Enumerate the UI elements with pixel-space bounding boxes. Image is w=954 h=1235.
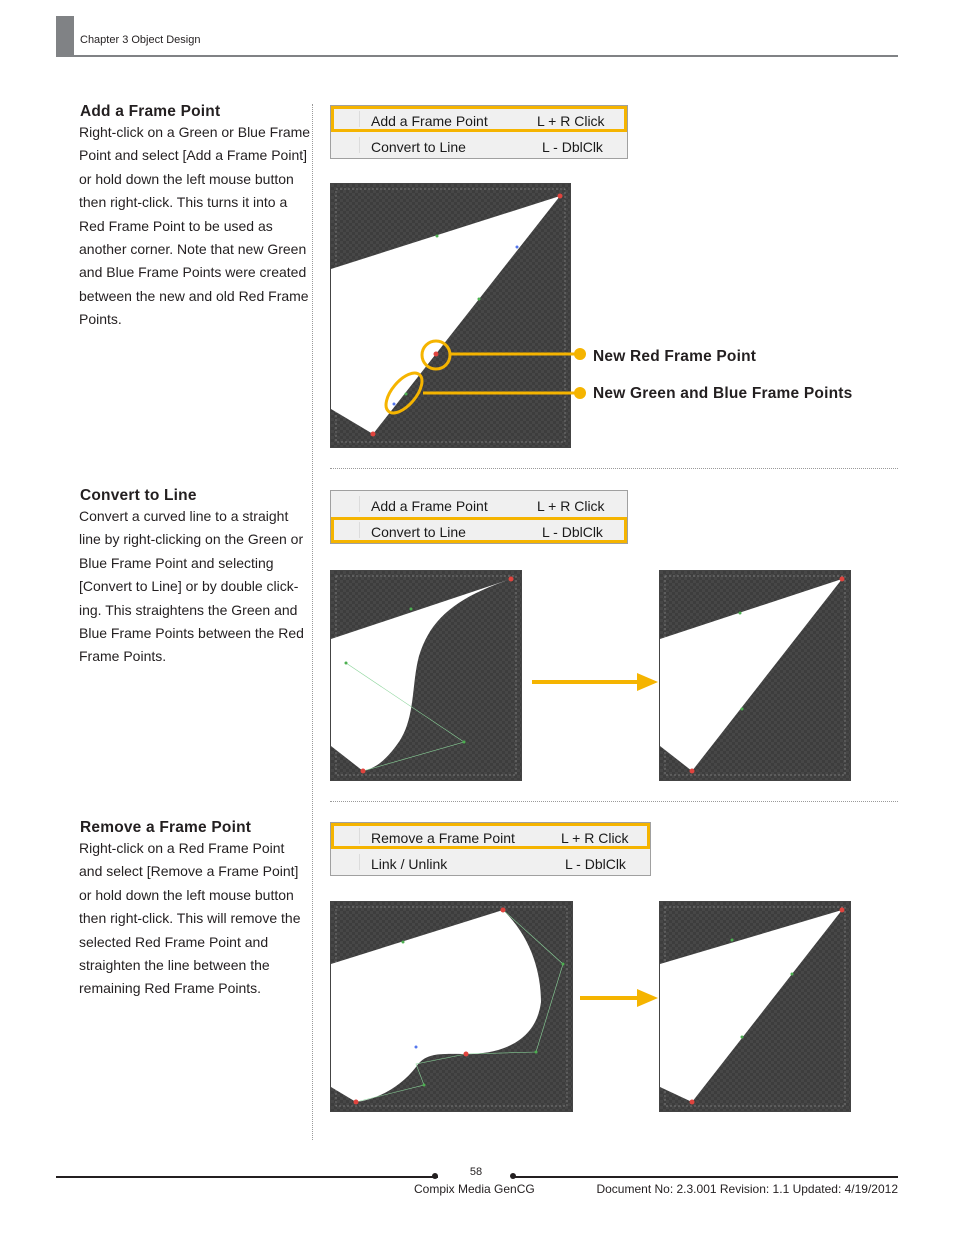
menu-item-shortcut: L + R Click — [537, 113, 605, 129]
section-divider — [330, 468, 898, 469]
context-menu — [330, 490, 628, 544]
section-heading-remove-frame-point: Remove a Frame Point — [80, 819, 252, 836]
menu-item-shortcut: L - DblClk — [542, 139, 603, 155]
menu-item-label: Remove a Frame Point — [371, 830, 515, 846]
menu-item-label: Convert to Line — [371, 524, 466, 540]
menu-item-label: Convert to Line — [371, 139, 466, 155]
section-heading-add-frame-point: Add a Frame Point — [80, 103, 221, 120]
callout-dot-icon — [574, 387, 586, 399]
chapter-tab — [56, 16, 74, 56]
callout-new-red-frame-point: New Red Frame Point — [593, 348, 757, 365]
screenshot-remove-after — [659, 901, 851, 1112]
menu-item-label: Link / Unlink — [371, 856, 448, 872]
screenshot-remove-before — [330, 901, 573, 1112]
arrow-right-icon — [532, 671, 660, 693]
chapter-title: Chapter 3 Object Design — [80, 34, 201, 46]
menu-item-label: Add a Frame Point — [371, 113, 488, 129]
menu-item-shortcut: L + R Click — [537, 498, 605, 514]
menu-item-convert-to-line[interactable] — [331, 132, 627, 158]
column-divider — [312, 104, 313, 1140]
section-body-remove-frame-point: Right-click on a Red Frame Point and select [Remove a Frame Point] or hold down the left mouse button then right-click. This will remove the selected Red Frame Point and straighten the line between the remaining Red Frame Points. — [79, 840, 301, 997]
section-heading-convert-to-line: Convert to Line — [80, 487, 197, 504]
footer-rule-left — [56, 1176, 438, 1178]
callout-leaders — [380, 335, 590, 420]
footer-rule-right — [514, 1176, 898, 1178]
context-menu — [330, 822, 651, 876]
menu-item-convert-to-line[interactable] — [331, 517, 627, 543]
menu-item-shortcut: L - DblClk — [542, 524, 603, 540]
menu-item-shortcut: L - DblClk — [565, 856, 626, 872]
footer-document-info: Document No: 2.3.001 Revision: 1.1 Updated: 4/19/2012 — [596, 1182, 898, 1196]
header-rule — [56, 55, 898, 57]
section-body-convert-to-line: Convert a curved line to a straight line by right-clicking on the Green or Blue Frame Point and selecting [Convert to Line] or by double click-ing. This straightens the Green and Blue Frame Points between the Red Frame Points. — [79, 508, 304, 665]
menu-item-remove-frame-point[interactable] — [331, 823, 650, 849]
footer-dot — [432, 1173, 438, 1179]
callout-new-green-blue-points: New Green and Blue Frame Points — [593, 385, 853, 402]
menu-item-shortcut: L + R Click — [561, 830, 629, 846]
page-number: 58 — [469, 1166, 483, 1178]
callout-dot-icon — [574, 348, 586, 360]
section-body-add-frame-point: Right-click on a Green or Blue Frame Point and select [Add a Frame Point] or hold down the left mouse button then right-click. This turns it into a Red Frame Point to be used as another corner. Note that new Green and Blue Frame Points were created between the new and old Red Frame Points. — [79, 124, 311, 328]
menu-item-add-frame-point[interactable] — [331, 106, 627, 132]
screenshot-curved-before — [330, 570, 522, 781]
menu-item-link-unlink[interactable] — [331, 849, 650, 875]
menu-item-label: Add a Frame Point — [371, 498, 488, 514]
arrow-right-icon — [580, 987, 660, 1009]
menu-item-add-frame-point[interactable] — [331, 491, 627, 517]
section-divider — [330, 801, 898, 802]
footer-product: Compix Media GenCG — [414, 1182, 535, 1196]
context-menu — [330, 105, 628, 159]
screenshot-line-after — [659, 570, 851, 781]
